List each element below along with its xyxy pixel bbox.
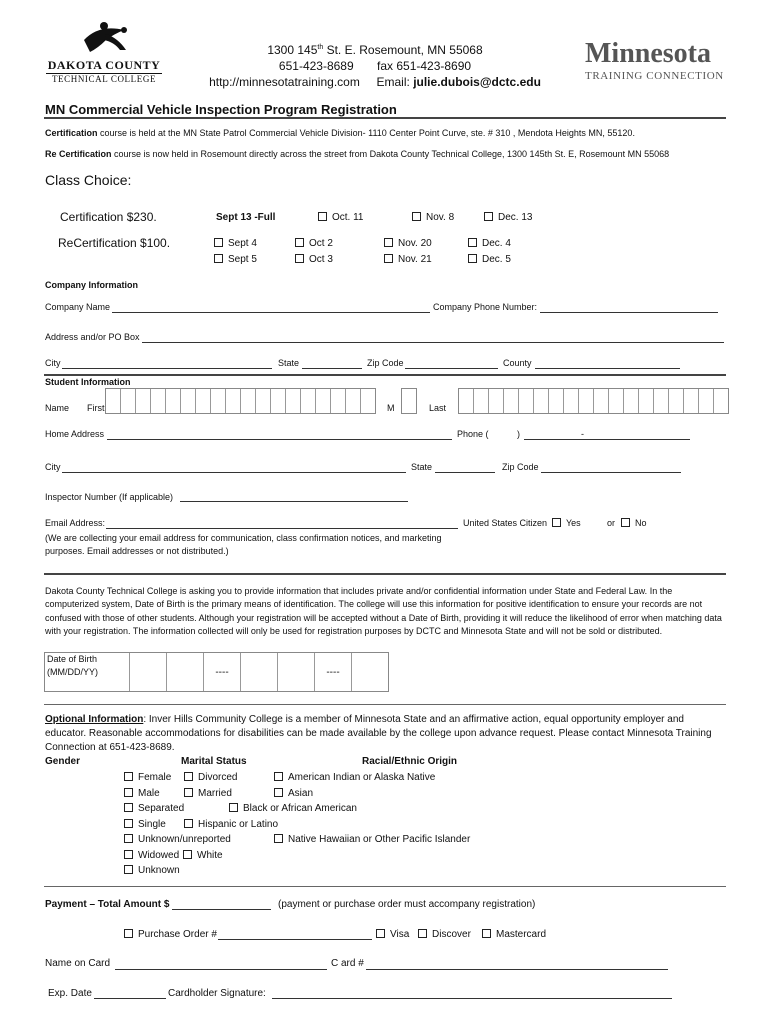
race-white[interactable]: White — [183, 850, 223, 861]
checkbox-icon[interactable] — [384, 238, 393, 247]
exp-date-label: Exp. Date — [48, 988, 92, 999]
company-info-heading: Company Information — [45, 280, 139, 290]
student-email-label: Email Address: — [45, 518, 106, 528]
checkbox-icon[interactable] — [124, 772, 133, 781]
checkbox-icon[interactable] — [124, 929, 133, 938]
dob-cell[interactable] — [278, 653, 315, 691]
marital-single[interactable]: Single — [124, 819, 166, 830]
purchase-order-option[interactable]: Purchase Order # — [124, 929, 217, 940]
email-label: Email: — [376, 75, 414, 89]
checkbox-icon[interactable] — [124, 803, 133, 812]
dctc-logo — [44, 20, 164, 86]
phone-area-close: ) — [517, 429, 520, 439]
recert-option-dec5[interactable]: Dec. 5 — [468, 254, 511, 265]
dob-cell[interactable] — [352, 653, 388, 691]
checkbox-icon[interactable] — [484, 212, 493, 221]
recert-option-nov21[interactable]: Nov. 21 — [384, 254, 432, 265]
website-link[interactable]: http://minnesotatraining.com — [209, 75, 360, 89]
card-number-field[interactable] — [366, 969, 668, 970]
cert-option-nov8[interactable]: Nov. 8 — [412, 212, 454, 223]
optional-info: Optional Information: Inver Hills Community College is a member of Minnesota State and an affirmative action, equal opportunity employer and educator. Reasonable accommodations for disabilities can be made available by the college upon advance request. Please contact Minnesota Training Connection at 651-423-8689. — [45, 714, 712, 753]
name-on-card-field[interactable] — [115, 969, 327, 970]
address-label: Address and/or PO Box — [45, 332, 140, 342]
marital-widowed[interactable]: Widowed — [124, 850, 179, 861]
checkbox-icon[interactable] — [274, 834, 283, 843]
marital-heading: Marital Status — [181, 756, 247, 767]
checkbox-icon[interactable] — [124, 834, 133, 843]
checkbox-icon[interactable] — [274, 772, 283, 781]
phone-label: Phone ( — [457, 429, 489, 439]
citizen-no[interactable]: No — [621, 518, 647, 528]
class-choice-heading: Class Choice: — [45, 172, 132, 188]
visa-option[interactable]: Visa — [376, 929, 409, 940]
company-phone-label: Company Phone Number: — [433, 302, 538, 312]
race-asian[interactable]: Asian — [274, 788, 313, 799]
address-field[interactable] — [142, 342, 724, 343]
dctc-logo-line2: TECHNICAL COLLEGE — [51, 74, 157, 84]
checkbox-icon[interactable] — [229, 803, 238, 812]
company-zip-label: Zip Code — [367, 358, 404, 368]
checkbox-icon[interactable] — [214, 238, 223, 247]
company-state-field[interactable] — [302, 368, 362, 369]
dob-cell[interactable] — [167, 653, 204, 691]
mastercard-option[interactable]: Mastercard — [482, 929, 546, 940]
marital-separated[interactable]: Separated — [124, 803, 184, 814]
name-label: Name — [45, 403, 70, 413]
recert-option-oct3[interactable]: Oct 3 — [295, 254, 333, 265]
discover-option[interactable]: Discover — [418, 929, 471, 940]
card-number-label: C ard # — [331, 958, 364, 969]
inspector-number-field[interactable] — [180, 501, 408, 502]
first-label: First — [87, 403, 105, 413]
company-name-label: Company Name — [45, 302, 111, 312]
checkbox-icon[interactable] — [412, 212, 421, 221]
cert-option-oct11[interactable]: Oct. 11 — [318, 212, 364, 223]
dob-sep: ---- — [315, 653, 352, 691]
last-label: Last — [429, 403, 447, 413]
student-info-heading: Student Information — [45, 377, 131, 387]
name-on-card-label: Name on Card — [45, 958, 111, 969]
mn-training-logo — [585, 40, 730, 82]
marital-married[interactable]: Married — [184, 788, 232, 799]
dob-grid[interactable] — [44, 652, 389, 692]
citizen-label: United States Citizen — [463, 518, 548, 528]
header-phone-fax: 651-423-8689 fax 651-423-8690 — [278, 59, 472, 73]
phone-field[interactable] — [524, 439, 690, 440]
checkbox-icon[interactable] — [124, 819, 133, 828]
checkbox-icon[interactable] — [274, 788, 283, 797]
payment-total-field[interactable] — [172, 909, 271, 910]
mn-logo-line2: TRAINING CONNECTION — [585, 70, 724, 82]
mn-logo-line1: Minnesota — [585, 38, 711, 69]
company-county-field[interactable] — [535, 368, 680, 369]
checkbox-icon[interactable] — [184, 772, 193, 781]
checkbox-icon[interactable] — [214, 254, 223, 263]
checkbox-icon[interactable] — [482, 929, 491, 938]
cert-sept13-full: Sept 13 -Full — [216, 212, 276, 223]
header-address: 1300 145th St. E. Rosemount, MN 55068 — [267, 43, 483, 57]
recert-option-nov20[interactable]: Nov. 20 — [384, 238, 432, 249]
student-city-field[interactable] — [62, 472, 406, 473]
page-title: MN Commercial Vehicle Inspection Program Registration — [45, 102, 397, 117]
checkbox-icon[interactable] — [295, 254, 304, 263]
home-address-label: Home Address — [45, 429, 105, 439]
purchase-order-field[interactable] — [218, 939, 372, 940]
dob-sep: ---- — [204, 653, 241, 691]
middle-initial-label: M — [387, 403, 395, 413]
student-state-label: State — [411, 462, 433, 472]
gender-heading: Gender — [45, 756, 81, 767]
recert-option-dec4[interactable]: Dec. 4 — [468, 238, 511, 249]
student-state-field[interactable] — [435, 472, 495, 473]
gender-unknown[interactable]: Unknown — [124, 865, 180, 876]
checkbox-icon[interactable] — [295, 238, 304, 247]
checkbox-icon[interactable] — [468, 238, 477, 247]
company-city-label: City — [45, 358, 61, 368]
checkbox-icon[interactable] — [124, 850, 133, 859]
dctc-logo-figure-icon — [44, 20, 164, 56]
marital-divorced[interactable]: Divorced — [184, 772, 237, 783]
exp-date-field[interactable] — [94, 998, 166, 999]
dob-cell[interactable] — [241, 653, 278, 691]
email-link[interactable]: julie.dubois@dctc.edu — [413, 75, 541, 89]
recertification-info: Re Certification course is now held in Rosemount directly across the street from Dakota County Technical College, 1300 145th St. E, Rosemount MN 55068 — [45, 149, 670, 159]
checkbox-icon[interactable] — [468, 254, 477, 263]
checkbox-icon[interactable] — [318, 212, 327, 221]
company-county-label: County — [503, 358, 532, 368]
checkbox-icon[interactable] — [184, 788, 193, 797]
checkbox-icon[interactable] — [418, 929, 427, 938]
checkbox-icon[interactable] — [124, 788, 133, 797]
race-hispanic[interactable]: Hispanic or Latino — [184, 819, 278, 830]
first-name-grid[interactable] — [105, 388, 376, 414]
certification-label: Certification $230. — [60, 210, 157, 224]
recertification-label: ReCertification $100. — [58, 236, 171, 250]
dctc-logo-line1: DAKOTA COUNTY — [47, 58, 161, 72]
checkbox-icon[interactable] — [621, 518, 630, 527]
student-city-label: City — [45, 462, 61, 472]
marital-unknown-unreported[interactable]: Unknown/unreported — [124, 834, 231, 845]
payment-total-label: Payment – Total Amount $ — [45, 899, 170, 910]
recert-option-sept4[interactable]: Sept 4 — [214, 238, 257, 249]
gender-male[interactable]: Male — [124, 788, 160, 799]
checkbox-icon[interactable] — [384, 254, 393, 263]
citizen-or: or — [607, 518, 616, 528]
company-state-label: State — [278, 358, 300, 368]
company-city-field[interactable] — [62, 368, 272, 369]
inspector-number-label: Inspector Number (If applicable) — [45, 492, 174, 502]
race-hawaiian[interactable]: Native Hawaiian or Other Pacific Islander — [274, 834, 470, 845]
last-name-grid[interactable] — [458, 388, 729, 414]
signature-label: Cardholder Signature: — [168, 988, 266, 999]
certification-info: Certification course is held at the MN State Patrol Commercial Vehicle Division- 1110 Center Point Curve, ste. # 310 , Mendota Heights MN, 55120. — [45, 128, 635, 138]
dob-cell[interactable] — [130, 653, 167, 691]
company-phone-field[interactable] — [540, 312, 718, 313]
race-heading: Racial/Ethnic Origin — [362, 756, 458, 767]
company-name-field[interactable] — [112, 312, 430, 313]
student-zip-field[interactable] — [541, 472, 681, 473]
citizen-yes[interactable]: Yes — [552, 518, 581, 528]
checkbox-icon[interactable] — [124, 865, 133, 874]
checkbox-icon[interactable] — [376, 929, 385, 938]
checkbox-icon[interactable] — [552, 518, 561, 527]
payment-note: (payment or purchase order must accompany registration) — [278, 899, 536, 910]
recert-option-sept5[interactable]: Sept 5 — [214, 254, 257, 265]
checkbox-icon[interactable] — [183, 850, 192, 859]
gender-female[interactable]: Female — [124, 772, 171, 783]
cert-option-dec13[interactable]: Dec. 13 — [484, 212, 532, 223]
home-address-field[interactable] — [107, 439, 452, 440]
phone-dash: - — [581, 429, 584, 439]
email-note: (We are collecting your email address for communication, class confirmation notices, and marketing purposes. Email addresses or not distributed.) — [45, 533, 442, 556]
race-american-indian[interactable]: American Indian or Alaska Native — [274, 772, 435, 783]
dob-label: Date of Birth (MM/DD/YY) — [45, 653, 130, 691]
student-email-field[interactable] — [106, 528, 458, 529]
student-zip-label: Zip Code — [502, 462, 539, 472]
privacy-notice: Dakota County Technical College is asking you to provide information that includes private and/or confidential information under State and Federal Law. In the computerized system, Date of Birth is the primary means of identification. The college will use this information for positive identification to ensure your records are not confused with those of other students. Although your registration will be accepted without a Date of Birth, providing it will reduce the likelihood of error when matching data with your registration. The information collected will only be used for registration purposes by DCTC and Minnesota State and will not be sold or distributed. — [45, 586, 722, 637]
race-black[interactable]: Black or African American — [229, 803, 357, 814]
middle-initial-box[interactable] — [401, 388, 417, 414]
checkbox-icon[interactable] — [184, 819, 193, 828]
recert-option-oct2[interactable]: Oct 2 — [295, 238, 333, 249]
company-zip-field[interactable] — [405, 368, 498, 369]
signature-field[interactable] — [272, 998, 672, 999]
